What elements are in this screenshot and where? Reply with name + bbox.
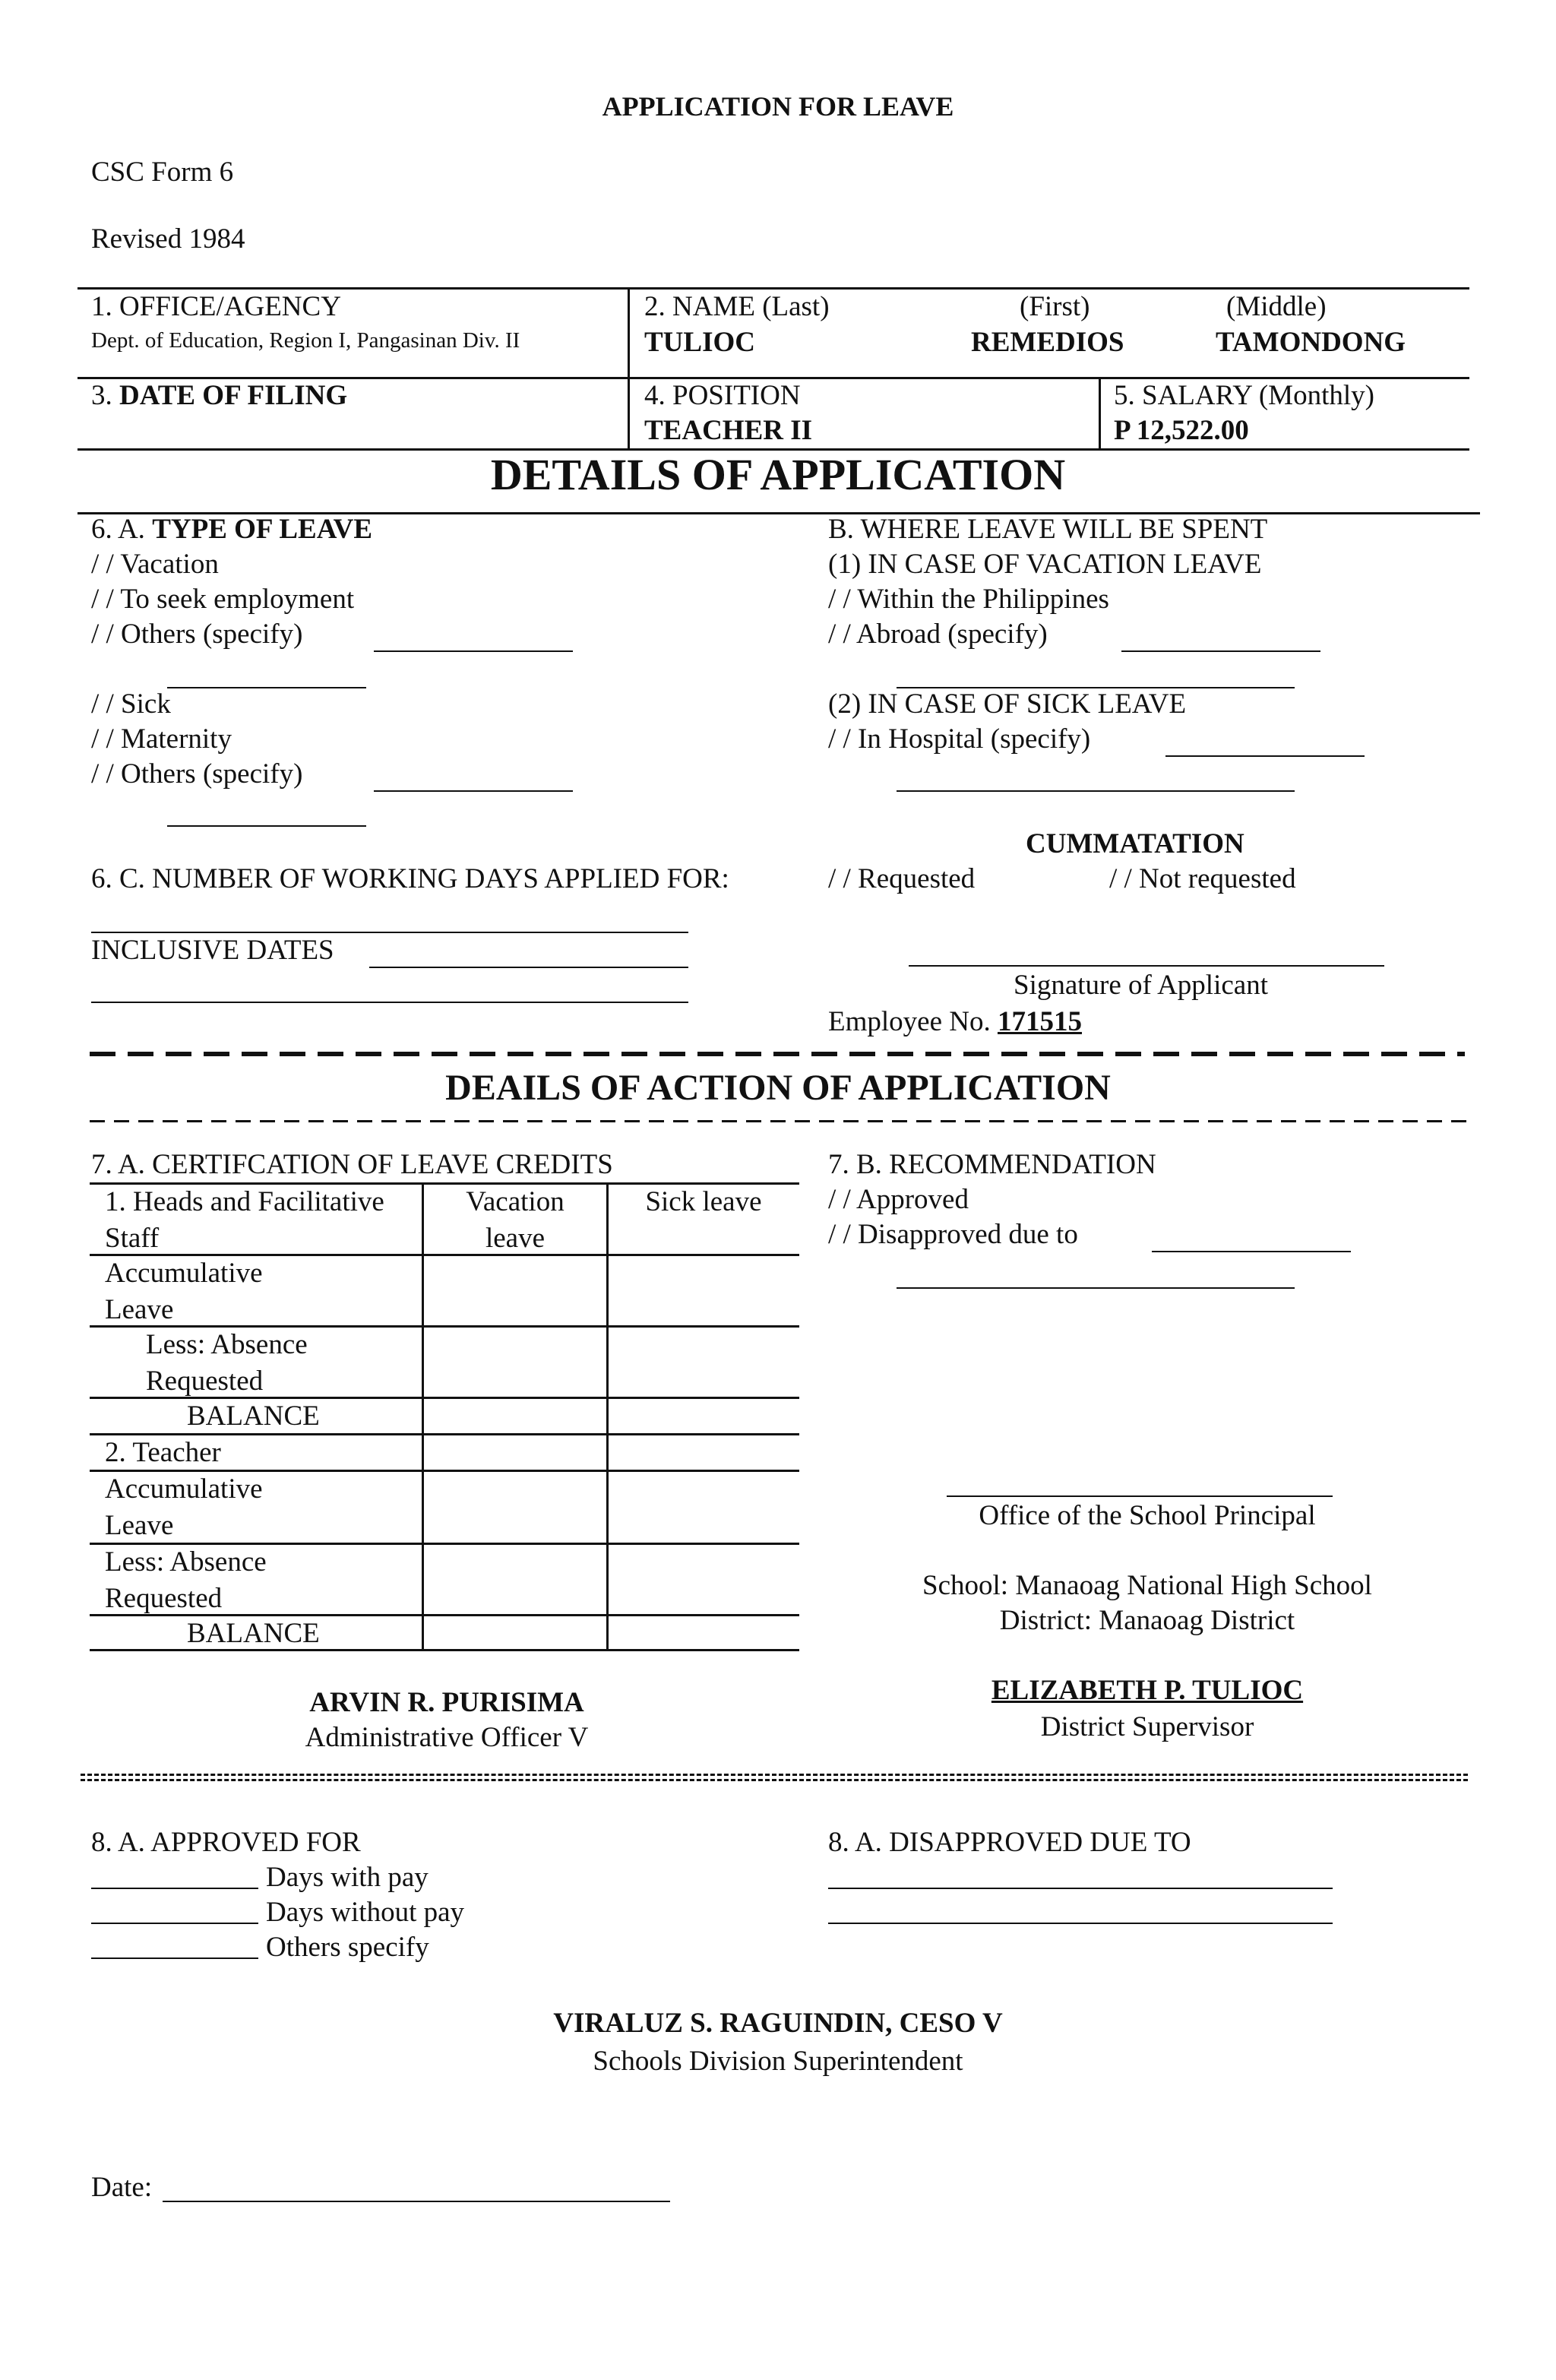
days-with-pay-label: Days with pay (266, 1862, 429, 1893)
type-of-leave-label (91, 514, 372, 546)
action-heading: DEAILS OF ACTION OF APPLICATION (445, 1068, 1111, 1108)
district-name: District: Manaoag District (999, 1605, 1295, 1636)
date-label-text: DATE OF FILING (119, 380, 348, 411)
abroad-option[interactable]: / / Abroad (specify) (828, 619, 1048, 650)
superintendent-name: VIRALUZ S. RAGUINDIN, CESO V (553, 2008, 1003, 2039)
type-prefix: 6. A. (91, 514, 145, 545)
working-days-blank[interactable] (91, 932, 688, 933)
approved-option[interactable]: / / Approved (828, 1184, 969, 1215)
school-name: School: Manaoag National High School (922, 1570, 1372, 1601)
superintendent-title: Schools Division Superintendent (593, 2046, 963, 2077)
table-header-vacation: Vacation leave (466, 1186, 565, 1255)
days-with-pay-blank[interactable] (91, 1888, 258, 1889)
first-name-value: REMEDIOS (971, 327, 1124, 358)
principal-label: Office of the School Principal (979, 1500, 1316, 1531)
days-without-pay-label: Days without pay (266, 1897, 465, 1928)
office-value: Dept. of Education, Region I, Pangasinan Div. II (91, 328, 520, 353)
position-label: 4. POSITION (644, 380, 801, 411)
middle-name-value: TAMONDONG (1216, 327, 1406, 358)
action-heading-dashes (90, 1120, 1471, 1122)
middle-name-label: (Middle) (1226, 291, 1327, 322)
grid-divider-2 (1099, 377, 1101, 450)
disapproved-option[interactable]: / / Disapproved due to (828, 1219, 1078, 1250)
date-of-filing-label (91, 380, 347, 413)
table-row-balance: BALANCE (187, 1400, 320, 1432)
table-header-sick: Sick leave (645, 1186, 762, 1217)
date-blank[interactable] (163, 2201, 670, 2202)
approved-for-label: 8. A. APPROVED FOR (91, 1827, 361, 1858)
form-revision: Revised 1984 (91, 223, 245, 255)
signature-label: Signature of Applicant (1014, 970, 1268, 1001)
certification-label: 7. A. CERTIFCATION OF LEAVE CREDITS (91, 1149, 613, 1180)
table-row-less-absence: Less: Absence Requested (146, 1329, 308, 1397)
supervisor-name: ELIZABETH P. TULIOC (991, 1675, 1304, 1706)
admin-officer-name: ARVIN R. PURISIMA (309, 1687, 584, 1718)
type-label-text: TYPE OF LEAVE (152, 514, 373, 545)
others-2-blank[interactable] (374, 790, 573, 792)
maternity-option[interactable]: / / Maternity (91, 723, 232, 755)
details-heading: DETAILS OF APPLICATION (490, 450, 1066, 499)
supervisor-title: District Supervisor (1040, 1711, 1254, 1742)
days-without-pay-blank[interactable] (91, 1923, 258, 1924)
inclusive-dates-blank-2[interactable] (91, 1002, 688, 1003)
employee-number: 171515 (997, 1006, 1082, 1037)
disapproved-due-blank-2[interactable] (828, 1923, 1333, 1924)
seek-employment-option[interactable]: / / To seek employment (91, 584, 355, 615)
cummatation-label: CUMMATATION (1026, 828, 1244, 859)
others-1-blank[interactable] (374, 650, 573, 652)
others-option-2[interactable]: / / Others (specify) (91, 758, 303, 790)
signature-line[interactable] (909, 965, 1384, 967)
where-leave-label: B. WHERE LEAVE WILL BE SPENT (828, 514, 1268, 545)
sick-case-label: (2) IN CASE OF SICK LEAVE (828, 688, 1187, 720)
others-specify-blank[interactable] (91, 1957, 258, 1959)
table-row-less-absence: Less: Absence Requested (105, 1546, 267, 1615)
employee-label: Employee No. (828, 1006, 991, 1037)
working-days-label: 6. C. NUMBER OF WORKING DAYS APPLIED FOR: (91, 863, 729, 894)
disapproved-due-label: 8. A. DISAPPROVED DUE TO (828, 1827, 1191, 1858)
inclusive-dates-blank[interactable] (369, 967, 688, 968)
form-title: APPLICATION FOR LEAVE (602, 91, 954, 122)
abroad-blank[interactable] (1121, 650, 1320, 652)
not-requested-option[interactable]: / / Not requested (1109, 863, 1296, 894)
grid-top-line (77, 287, 1469, 290)
in-hospital-option[interactable]: / / In Hospital (specify) (828, 723, 1091, 755)
vacation-case-label: (1) IN CASE OF VACATION LEAVE (828, 549, 1262, 580)
date-prefix: 3. (91, 380, 112, 411)
table-col-line-2 (606, 1182, 609, 1650)
table-row-teacher: 2. Teacher (105, 1437, 221, 1468)
principal-signature-line[interactable] (947, 1495, 1333, 1497)
grid-mid-line (77, 377, 1469, 379)
double-dashed-divider (81, 1774, 1468, 1781)
hospital-blank[interactable] (1165, 755, 1365, 757)
others-1-blank-2[interactable] (167, 687, 366, 688)
first-name-label: (First) (1020, 291, 1090, 322)
disapproved-blank[interactable] (1152, 1251, 1351, 1252)
admin-officer-title: Administrative Officer V (305, 1722, 589, 1753)
recommendation-label: 7. B. RECOMMENDATION (828, 1149, 1156, 1180)
salary-value: P 12,522.00 (1114, 415, 1249, 446)
grid-divider-1 (628, 287, 630, 450)
employee-number-row (828, 1006, 1082, 1039)
within-philippines-option[interactable]: / / Within the Philippines (828, 584, 1109, 615)
date-label: Date: (91, 2172, 153, 2203)
sick-option[interactable]: / / Sick (91, 688, 171, 720)
inclusive-dates-label: INCLUSIVE DATES (91, 935, 334, 966)
table-row-balance: BALANCE (187, 1618, 320, 1649)
table-row-accumulative: Accumulative Leave (105, 1473, 263, 1542)
others-2-blank-2[interactable] (167, 825, 366, 827)
last-name-value: TULIOC (644, 327, 755, 358)
position-value: TEACHER II (644, 415, 813, 446)
others-option-1[interactable]: / / Others (specify) (91, 619, 303, 650)
disapproved-due-blank-1[interactable] (828, 1888, 1333, 1889)
disapproved-blank-2[interactable] (897, 1287, 1295, 1289)
others-specify-label: Others specify (266, 1932, 429, 1963)
hospital-blank-2[interactable] (897, 790, 1295, 792)
salary-label: 5. SALARY (Monthly) (1114, 380, 1374, 411)
section-divider-dashed (90, 1052, 1465, 1056)
table-row-accumulative: Accumulative Leave (105, 1258, 263, 1326)
requested-option[interactable]: / / Requested (828, 863, 976, 894)
office-label: 1. OFFICE/AGENCY (91, 291, 341, 322)
vacation-option[interactable]: / / Vacation (91, 549, 219, 580)
name-label: 2. NAME (Last) (644, 291, 830, 322)
table-header-staff: 1. Heads and Facilitative Staff (105, 1186, 384, 1255)
form-number: CSC Form 6 (91, 157, 234, 188)
